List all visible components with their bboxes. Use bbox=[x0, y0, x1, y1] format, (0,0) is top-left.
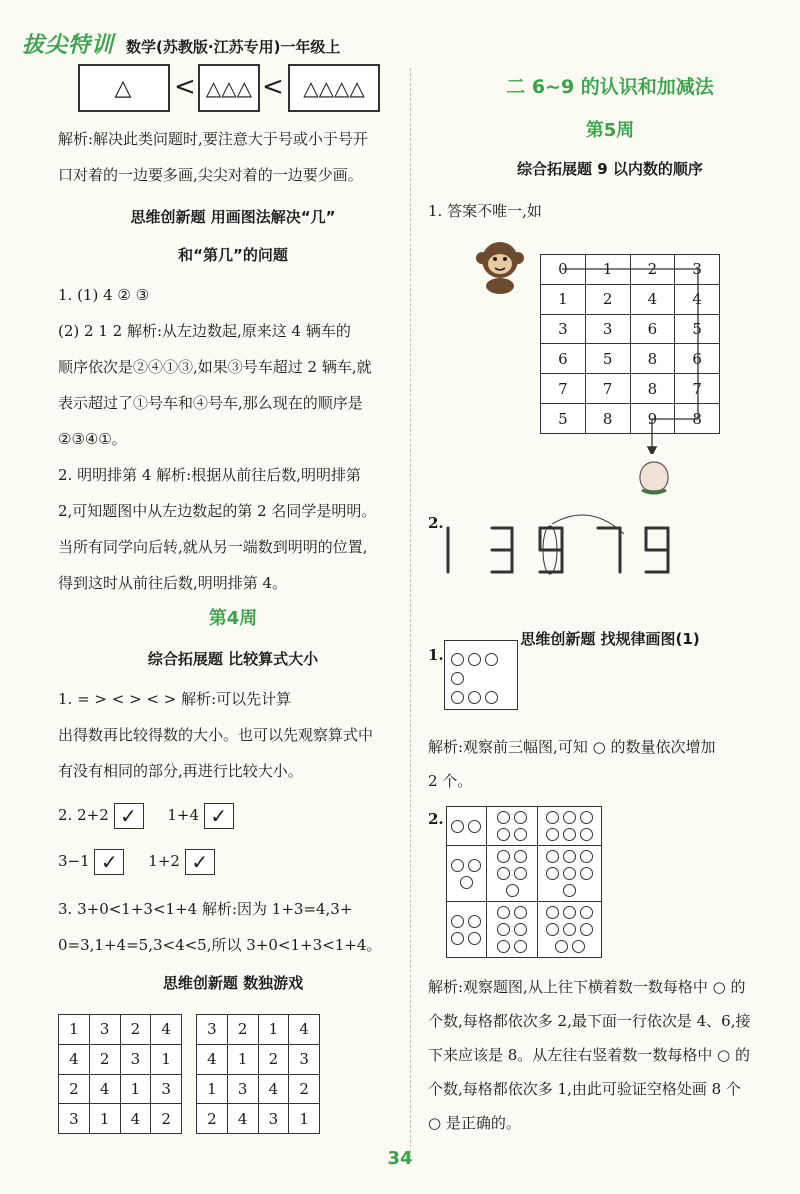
circle-pattern-box bbox=[444, 640, 518, 710]
grid-cell: 3 bbox=[59, 1104, 90, 1134]
grid-cell: 3 bbox=[289, 1044, 320, 1074]
circle-icon bbox=[546, 850, 559, 863]
circle-icon bbox=[580, 828, 593, 841]
grid-cell: 2 bbox=[197, 1104, 228, 1134]
sudoku-grid bbox=[196, 1014, 320, 1134]
grid-cell: 6 bbox=[541, 344, 586, 374]
circle-icon bbox=[497, 828, 510, 841]
grid-cell: 7 bbox=[585, 374, 630, 404]
grid-cell: 4 bbox=[59, 1044, 90, 1074]
table-row bbox=[59, 1104, 182, 1134]
check-mark-icon: ✓ bbox=[204, 803, 234, 829]
grid-cell: 1 bbox=[151, 1044, 182, 1074]
grid-cell: 2 bbox=[630, 255, 675, 285]
grid-cell: 4 bbox=[289, 1015, 320, 1045]
week-title: 第4周 bbox=[208, 608, 258, 629]
grid-cell: 3 bbox=[151, 1074, 182, 1104]
week-title: 第5周 bbox=[585, 120, 635, 141]
table-row bbox=[197, 1015, 320, 1045]
grid-cell: 3 bbox=[227, 1074, 258, 1104]
table-row bbox=[197, 1104, 320, 1134]
circle-icon bbox=[514, 811, 527, 824]
answer-line: 有没有相同的部分,再进行比较大小。 bbox=[58, 762, 303, 780]
compare-row bbox=[58, 846, 215, 876]
question-number: 1. bbox=[428, 646, 444, 664]
peach-icon bbox=[634, 456, 674, 496]
circle-icon bbox=[468, 653, 481, 666]
answer-line: 当所有同学向后转,就从另一端数到明明的位置, bbox=[58, 538, 368, 556]
grid-cell: 8 bbox=[675, 404, 720, 434]
grid-cell: 6 bbox=[675, 344, 720, 374]
grid-cell: 2 bbox=[289, 1074, 320, 1104]
answer-line: 2 个。 bbox=[428, 772, 473, 790]
compare-row bbox=[58, 800, 234, 830]
grid-cell: 1 bbox=[89, 1104, 120, 1134]
grid-cell: 3 bbox=[541, 314, 586, 344]
table-row bbox=[197, 1074, 320, 1104]
answer-line: 1. 答案不唯一,如 bbox=[428, 202, 542, 220]
circle-icon bbox=[468, 915, 481, 928]
circle-icon bbox=[563, 906, 576, 919]
circle-icon bbox=[580, 906, 593, 919]
grid-cell: 4 bbox=[258, 1074, 289, 1104]
circle-icon bbox=[451, 932, 464, 945]
grid-cell bbox=[447, 846, 487, 902]
grid-cell: 1 bbox=[585, 255, 630, 285]
circle-icon bbox=[572, 940, 585, 953]
section-title: 思维创新题 用画图法解决“几” bbox=[130, 208, 336, 226]
number-maze bbox=[540, 254, 720, 434]
check-mark-icon: ✓ bbox=[114, 803, 144, 829]
check-mark-icon: ✓ bbox=[185, 849, 215, 875]
table-row bbox=[197, 1044, 320, 1074]
page-header bbox=[22, 28, 340, 58]
monkey-icon bbox=[470, 238, 528, 294]
grid-cell: 3 bbox=[675, 255, 720, 285]
answer-line: 出得数再比较得数的大小。也可以先观察算式中 bbox=[58, 726, 374, 744]
circle-icon bbox=[514, 940, 527, 953]
grid-cell: 6 bbox=[630, 314, 675, 344]
table-row bbox=[59, 1074, 182, 1104]
grid-cell: 2 bbox=[585, 284, 630, 314]
answer-line: 1. (1) 4 ② ③ bbox=[58, 286, 150, 304]
less-than-sign-2: < bbox=[262, 72, 284, 102]
grid-cell: 1 bbox=[227, 1044, 258, 1074]
answer-line: ②③④①。 bbox=[58, 430, 127, 448]
answer-line: 0=3,1+4=5,3<4<5,所以 3+0<1+3<1+4。 bbox=[58, 936, 382, 954]
grid-cell bbox=[538, 902, 602, 958]
circle-icon bbox=[451, 915, 464, 928]
circle-icon bbox=[514, 867, 527, 880]
answer-line: 2,可知题图中从左边数起的第 2 名同学是明明。 bbox=[58, 502, 377, 520]
grid-cell: 3 bbox=[585, 314, 630, 344]
circle-icon bbox=[497, 906, 510, 919]
section-title: 思维创新题 数独游戏 bbox=[162, 974, 304, 992]
chapter-title: 二 6~9 的认识和加减法 bbox=[506, 76, 714, 98]
paragraph: 解析:解决此类问题时,要注意大于号或小于号开 bbox=[58, 130, 368, 148]
circle-icon bbox=[546, 811, 559, 824]
section-title: 和“第几”的问题 bbox=[178, 246, 288, 264]
circle-icon bbox=[451, 653, 464, 666]
answer-line: 2. 明明排第 4 解析:根据从前往后数,明明排第 bbox=[58, 466, 361, 484]
circle-icon bbox=[514, 906, 527, 919]
grid-cell: 2 bbox=[227, 1015, 258, 1045]
answer-line: 解析:观察题图,从上往下横着数一数每格中 ○ 的 bbox=[428, 978, 746, 996]
column-divider bbox=[410, 68, 411, 1158]
page-number: 34 bbox=[387, 1148, 413, 1169]
grid-cell: 2 bbox=[258, 1044, 289, 1074]
circle-icon bbox=[451, 820, 464, 833]
circle-icon bbox=[451, 859, 464, 872]
circle-icon bbox=[497, 940, 510, 953]
table-row bbox=[541, 255, 720, 285]
circle-icon bbox=[497, 867, 510, 880]
grid-cell: 7 bbox=[675, 374, 720, 404]
expression: 1+4 bbox=[167, 806, 200, 824]
table-row bbox=[447, 846, 602, 902]
brand-logo: 拔尖特训 bbox=[22, 33, 115, 58]
grid-cell: 1 bbox=[258, 1015, 289, 1045]
less-than-sign-1: < bbox=[174, 72, 196, 102]
grid-cell: 1 bbox=[197, 1074, 228, 1104]
circle-icon bbox=[563, 850, 576, 863]
circle-icon bbox=[497, 811, 510, 824]
grid-cell: 3 bbox=[89, 1015, 120, 1045]
grid-cell bbox=[486, 846, 538, 902]
circle-icon bbox=[460, 876, 473, 889]
grid-cell: 5 bbox=[541, 404, 586, 434]
circle-icon bbox=[451, 691, 464, 704]
grid-cell: 9 bbox=[630, 404, 675, 434]
grid-cell bbox=[538, 807, 602, 846]
grid-cell: 1 bbox=[289, 1104, 320, 1134]
circle-pattern-grid bbox=[446, 806, 602, 958]
circle-icon bbox=[580, 850, 593, 863]
grid-cell: 7 bbox=[541, 374, 586, 404]
circle-icon bbox=[485, 653, 498, 666]
circle-icon bbox=[468, 691, 481, 704]
grid-cell: 0 bbox=[541, 255, 586, 285]
expression: 3−1 bbox=[58, 852, 90, 870]
circle-icon bbox=[563, 828, 576, 841]
answer-line: 1. = > < > < > 解析:可以先计算 bbox=[58, 690, 292, 708]
circle-icon bbox=[555, 940, 568, 953]
circle-icon bbox=[468, 932, 481, 945]
grid-cell bbox=[486, 807, 538, 846]
section-title: 综合拓展题 比较算式大小 bbox=[147, 650, 319, 668]
question-number: 2. bbox=[428, 810, 444, 828]
grid-cell: 1 bbox=[120, 1074, 151, 1104]
table-row bbox=[541, 314, 720, 344]
grid-cell: 2 bbox=[89, 1044, 120, 1074]
circle-icon bbox=[468, 820, 481, 833]
grid-cell: 4 bbox=[675, 284, 720, 314]
answer-line: 解析:观察前三幅图,可知 ○ 的数量依次增加 bbox=[428, 738, 716, 756]
grid-cell: 4 bbox=[120, 1104, 151, 1134]
sudoku-grid bbox=[58, 1014, 182, 1134]
expression: 2+2 bbox=[77, 806, 109, 824]
circle-icon bbox=[580, 923, 593, 936]
circle-icon bbox=[506, 884, 519, 897]
grid-cell: 3 bbox=[197, 1015, 228, 1045]
answer-line: 个数,每格都依次多 2,最下面一行依次是 4、6,接 bbox=[428, 1012, 751, 1030]
circle-icon bbox=[468, 859, 481, 872]
grid-cell: 8 bbox=[630, 344, 675, 374]
grid-cell bbox=[538, 846, 602, 902]
circle-icon bbox=[497, 850, 510, 863]
answer-line: 个数,每格都依次多 1,由此可验证空格处画 8 个 bbox=[428, 1080, 741, 1098]
circle-icon bbox=[563, 811, 576, 824]
grid-cell: 3 bbox=[258, 1104, 289, 1134]
grid-cell: 3 bbox=[120, 1044, 151, 1074]
answer-line: 下来应该是 8。从左往右竖着数一数每格中 ○ 的 bbox=[428, 1046, 750, 1064]
table-row bbox=[447, 902, 602, 958]
grid-cell: 5 bbox=[585, 344, 630, 374]
answer-line: ○ 是正确的。 bbox=[428, 1114, 521, 1132]
circle-icon bbox=[451, 672, 464, 685]
question-number: 2. bbox=[428, 514, 444, 532]
grid-cell bbox=[486, 902, 538, 958]
table-row bbox=[541, 344, 720, 374]
answer-line: 顺序依次是②④①③,如果③号车超过 2 辆车,就 bbox=[58, 358, 372, 376]
grid-cell: 2 bbox=[59, 1074, 90, 1104]
circle-icon bbox=[580, 867, 593, 880]
circle-icon bbox=[580, 811, 593, 824]
grid-cell: 4 bbox=[151, 1015, 182, 1045]
circle-icon bbox=[514, 828, 527, 841]
grid-cell: 1 bbox=[59, 1015, 90, 1045]
answer-line: 得到这时从前往后数,明明排第 4。 bbox=[58, 574, 288, 592]
expression: 1+2 bbox=[148, 852, 180, 870]
table-row bbox=[59, 1015, 182, 1045]
grid-cell: 4 bbox=[197, 1044, 228, 1074]
question-number: 2. bbox=[58, 806, 73, 824]
paragraph: 口对着的一边要多画,尖尖对着的一边要少画。 bbox=[58, 166, 363, 184]
grid-cell: 1 bbox=[541, 284, 586, 314]
table-row bbox=[541, 404, 720, 434]
grid-cell: 2 bbox=[151, 1104, 182, 1134]
circle-icon bbox=[546, 906, 559, 919]
triangle-box-3: △△△△ bbox=[288, 64, 380, 112]
triangle-box-1: △ bbox=[78, 64, 170, 112]
grid-cell: 4 bbox=[89, 1074, 120, 1104]
table-row bbox=[59, 1044, 182, 1074]
circle-icon bbox=[563, 923, 576, 936]
circle-icon bbox=[485, 691, 498, 704]
circle-icon bbox=[563, 884, 576, 897]
answer-line: 表示超过了①号车和④号车,那么现在的顺序是 bbox=[58, 394, 363, 412]
grid-cell: 4 bbox=[227, 1104, 258, 1134]
table-row bbox=[541, 374, 720, 404]
grid-cell bbox=[447, 902, 487, 958]
circle-icon bbox=[497, 923, 510, 936]
grid-cell: 8 bbox=[585, 404, 630, 434]
grid-cell: 2 bbox=[120, 1015, 151, 1045]
circle-icon bbox=[514, 923, 527, 936]
check-mark-icon: ✓ bbox=[94, 849, 124, 875]
section-title: 综合拓展题 9 以内数的顺序 bbox=[517, 160, 703, 178]
table-row bbox=[541, 284, 720, 314]
answer-line: (2) 2 1 2 解析:从左边数起,原来这 4 辆车的 bbox=[58, 322, 351, 340]
answer-line: 3. 3+0<1+3<1+4 解析:因为 1+3=4,3+ bbox=[58, 900, 353, 918]
grid-cell: 4 bbox=[630, 284, 675, 314]
grid-cell: 8 bbox=[630, 374, 675, 404]
table-row bbox=[447, 807, 602, 846]
grid-cell: 5 bbox=[675, 314, 720, 344]
section-title: 思维创新题 找规律画图(1) bbox=[520, 630, 700, 648]
circle-icon bbox=[514, 850, 527, 863]
circle-icon bbox=[546, 867, 559, 880]
circle-icon bbox=[563, 867, 576, 880]
circle-icon bbox=[546, 828, 559, 841]
grid-cell bbox=[447, 807, 487, 846]
subject-title: 数学(苏教版·江苏专用)一年级上 bbox=[126, 38, 341, 56]
matchstick-digits-icon bbox=[440, 510, 680, 582]
circle-icon bbox=[546, 923, 559, 936]
triangle-box-2: △△△ bbox=[198, 64, 260, 112]
